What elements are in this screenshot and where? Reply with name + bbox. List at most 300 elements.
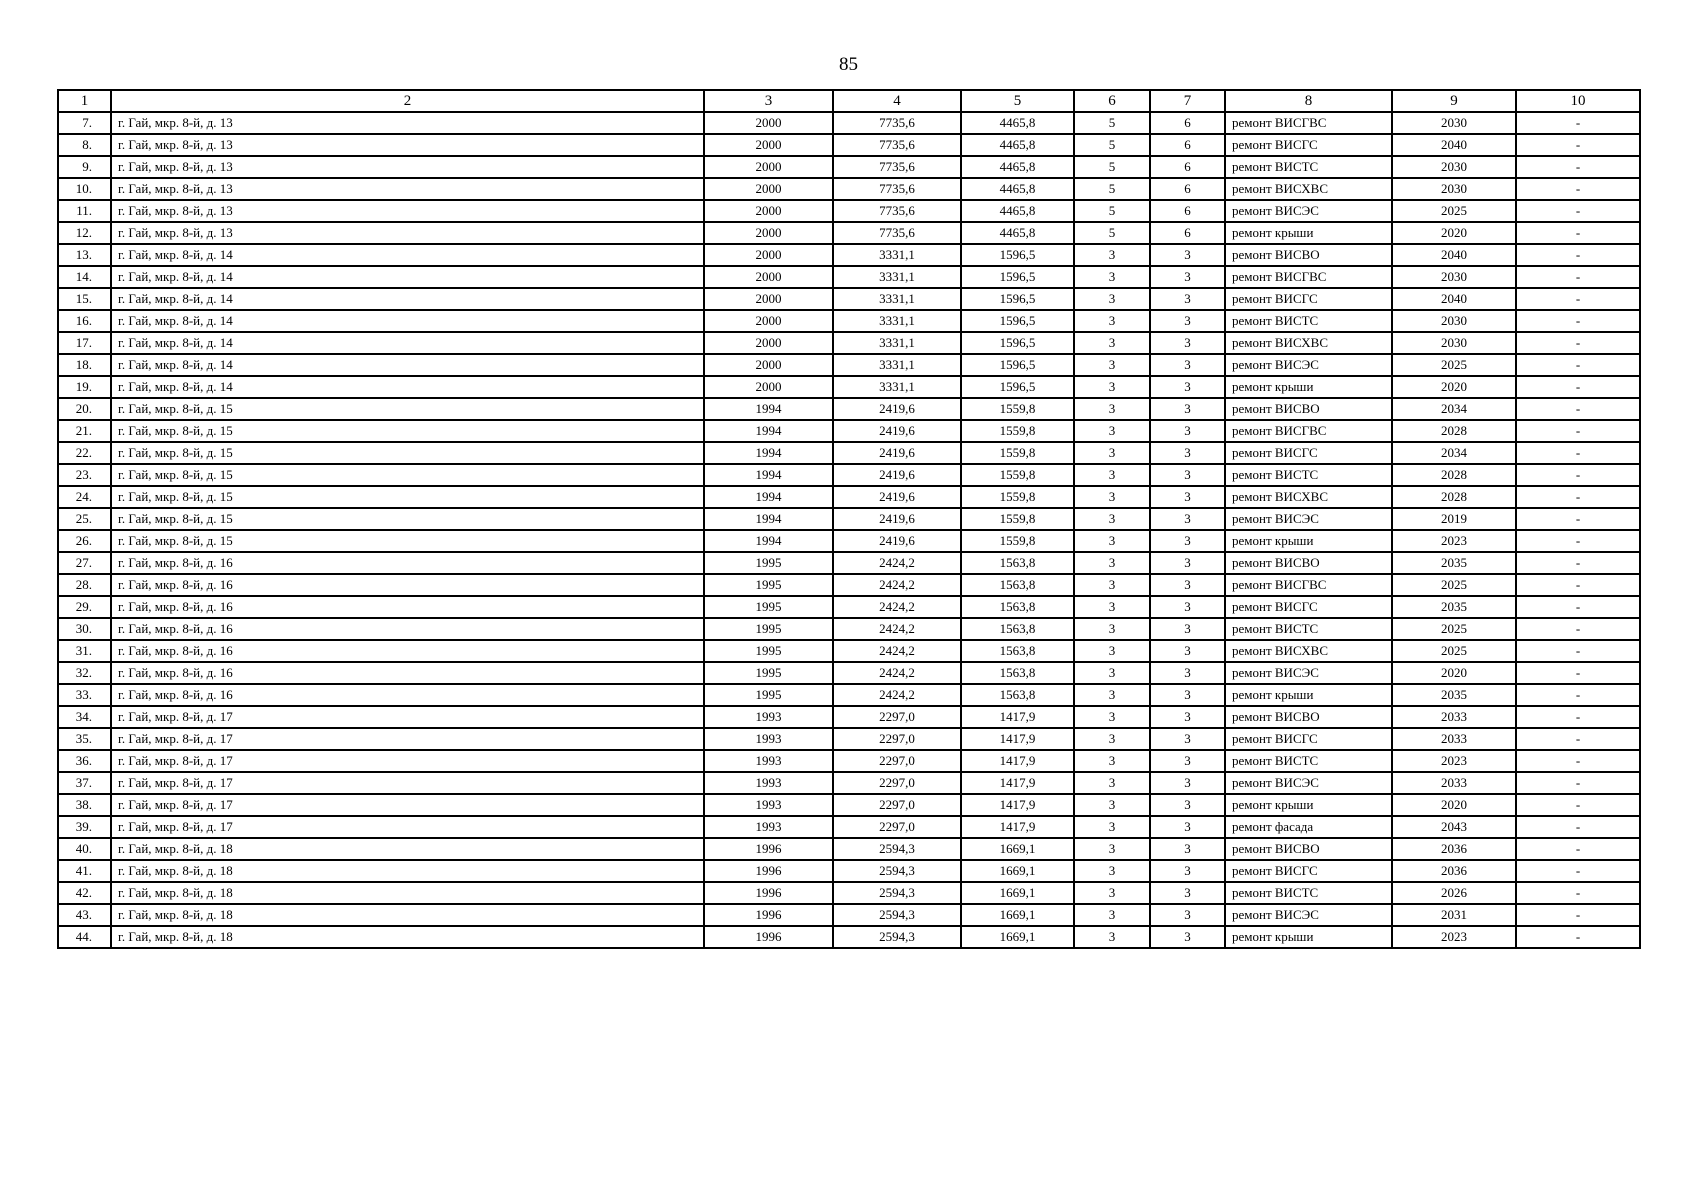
living-area-cell: 1417,9 — [961, 706, 1074, 728]
table-row — [58, 882, 1640, 904]
work-type-cell: ремонт ВИСЭС — [1225, 508, 1392, 530]
table-row — [58, 926, 1640, 948]
table-row — [58, 530, 1640, 552]
entrances-cell: 3 — [1150, 332, 1225, 354]
entrances-cell: 3 — [1150, 288, 1225, 310]
total-area-cell: 7735,6 — [833, 134, 961, 156]
row-number: 28. — [58, 574, 111, 596]
living-area-cell: 1559,8 — [961, 398, 1074, 420]
living-area-cell: 4465,8 — [961, 178, 1074, 200]
year-cell: 1996 — [704, 860, 833, 882]
row-number: 14. — [58, 266, 111, 288]
living-area-cell: 1563,8 — [961, 640, 1074, 662]
entrances-cell: 3 — [1150, 904, 1225, 926]
planned-year-cell: 2035 — [1392, 684, 1516, 706]
floors-cell: 3 — [1074, 486, 1150, 508]
address-cell: г. Гай, мкр. 8-й, д. 14 — [111, 332, 704, 354]
planned-year-cell: 2025 — [1392, 574, 1516, 596]
floors-cell: 3 — [1074, 376, 1150, 398]
note-cell: - — [1516, 288, 1640, 310]
row-number: 39. — [58, 816, 111, 838]
note-cell: - — [1516, 376, 1640, 398]
table-row — [58, 266, 1640, 288]
table-row — [58, 552, 1640, 574]
total-area-cell: 2297,0 — [833, 706, 961, 728]
note-cell: - — [1516, 222, 1640, 244]
note-cell: - — [1516, 816, 1640, 838]
year-cell: 1994 — [704, 442, 833, 464]
address-cell: г. Гай, мкр. 8-й, д. 14 — [111, 288, 704, 310]
note-cell: - — [1516, 354, 1640, 376]
living-area-cell: 1669,1 — [961, 926, 1074, 948]
note-cell: - — [1516, 134, 1640, 156]
floors-cell: 3 — [1074, 552, 1150, 574]
address-cell: г. Гай, мкр. 8-й, д. 15 — [111, 464, 704, 486]
note-cell: - — [1516, 772, 1640, 794]
table-row — [58, 464, 1640, 486]
note-cell: - — [1516, 442, 1640, 464]
total-area-cell: 2419,6 — [833, 420, 961, 442]
work-type-cell: ремонт крыши — [1225, 794, 1392, 816]
planned-year-cell: 2030 — [1392, 178, 1516, 200]
living-area-cell: 1559,8 — [961, 420, 1074, 442]
row-number: 44. — [58, 926, 111, 948]
entrances-cell: 3 — [1150, 310, 1225, 332]
note-cell: - — [1516, 640, 1640, 662]
total-area-cell: 2424,2 — [833, 596, 961, 618]
row-number: 36. — [58, 750, 111, 772]
address-cell: г. Гай, мкр. 8-й, д. 13 — [111, 200, 704, 222]
table-body — [58, 112, 1640, 948]
living-area-cell: 4465,8 — [961, 156, 1074, 178]
year-cell: 1995 — [704, 552, 833, 574]
planned-year-cell: 2023 — [1392, 750, 1516, 772]
work-type-cell: ремонт ВИСВО — [1225, 398, 1392, 420]
work-type-cell: ремонт ВИСХВС — [1225, 332, 1392, 354]
entrances-cell: 3 — [1150, 354, 1225, 376]
total-area-cell: 2594,3 — [833, 838, 961, 860]
floors-cell: 3 — [1074, 574, 1150, 596]
living-area-cell: 1417,9 — [961, 728, 1074, 750]
living-area-cell: 4465,8 — [961, 112, 1074, 134]
total-area-cell: 7735,6 — [833, 200, 961, 222]
row-number: 7. — [58, 112, 111, 134]
work-type-cell: ремонт ВИСХВС — [1225, 486, 1392, 508]
floors-cell: 3 — [1074, 838, 1150, 860]
address-cell: г. Гай, мкр. 8-й, д. 18 — [111, 860, 704, 882]
planned-year-cell: 2028 — [1392, 486, 1516, 508]
living-area-cell: 1596,5 — [961, 354, 1074, 376]
table-row — [58, 838, 1640, 860]
column-header: 8 — [1225, 90, 1392, 112]
total-area-cell: 3331,1 — [833, 354, 961, 376]
floors-cell: 3 — [1074, 266, 1150, 288]
planned-year-cell: 2028 — [1392, 464, 1516, 486]
total-area-cell: 2594,3 — [833, 882, 961, 904]
total-area-cell: 2424,2 — [833, 640, 961, 662]
table-row — [58, 354, 1640, 376]
row-number: 9. — [58, 156, 111, 178]
row-number: 12. — [58, 222, 111, 244]
planned-year-cell: 2025 — [1392, 640, 1516, 662]
table-row — [58, 684, 1640, 706]
entrances-cell: 3 — [1150, 266, 1225, 288]
living-area-cell: 1559,8 — [961, 442, 1074, 464]
table-row — [58, 222, 1640, 244]
floors-cell: 3 — [1074, 662, 1150, 684]
table-row — [58, 134, 1640, 156]
entrances-cell: 3 — [1150, 926, 1225, 948]
row-number: 20. — [58, 398, 111, 420]
year-cell: 1993 — [704, 706, 833, 728]
row-number: 18. — [58, 354, 111, 376]
column-header: 5 — [961, 90, 1074, 112]
row-number: 37. — [58, 772, 111, 794]
row-number: 35. — [58, 728, 111, 750]
total-area-cell: 2297,0 — [833, 816, 961, 838]
table-row — [58, 706, 1640, 728]
floors-cell: 3 — [1074, 860, 1150, 882]
table-row — [58, 376, 1640, 398]
floors-cell: 5 — [1074, 112, 1150, 134]
floors-cell: 3 — [1074, 750, 1150, 772]
work-type-cell: ремонт ВИСТС — [1225, 310, 1392, 332]
living-area-cell: 1559,8 — [961, 464, 1074, 486]
floors-cell: 3 — [1074, 288, 1150, 310]
total-area-cell: 2419,6 — [833, 442, 961, 464]
address-cell: г. Гай, мкр. 8-й, д. 18 — [111, 882, 704, 904]
year-cell: 2000 — [704, 200, 833, 222]
row-number: 33. — [58, 684, 111, 706]
work-type-cell: ремонт крыши — [1225, 926, 1392, 948]
planned-year-cell: 2019 — [1392, 508, 1516, 530]
table-row — [58, 596, 1640, 618]
total-area-cell: 2297,0 — [833, 750, 961, 772]
total-area-cell: 3331,1 — [833, 376, 961, 398]
note-cell: - — [1516, 860, 1640, 882]
floors-cell: 3 — [1074, 530, 1150, 552]
total-area-cell: 7735,6 — [833, 178, 961, 200]
address-cell: г. Гай, мкр. 8-й, д. 17 — [111, 794, 704, 816]
year-cell: 1995 — [704, 662, 833, 684]
note-cell: - — [1516, 332, 1640, 354]
year-cell: 2000 — [704, 354, 833, 376]
work-type-cell: ремонт ВИСХВС — [1225, 640, 1392, 662]
row-number: 21. — [58, 420, 111, 442]
planned-year-cell: 2023 — [1392, 530, 1516, 552]
total-area-cell: 2419,6 — [833, 398, 961, 420]
total-area-cell: 7735,6 — [833, 112, 961, 134]
floors-cell: 3 — [1074, 464, 1150, 486]
floors-cell: 5 — [1074, 222, 1150, 244]
floors-cell: 3 — [1074, 310, 1150, 332]
row-number: 42. — [58, 882, 111, 904]
floors-cell: 3 — [1074, 882, 1150, 904]
living-area-cell: 1563,8 — [961, 596, 1074, 618]
planned-year-cell: 2025 — [1392, 200, 1516, 222]
note-cell: - — [1516, 552, 1640, 574]
living-area-cell: 1596,5 — [961, 288, 1074, 310]
note-cell: - — [1516, 530, 1640, 552]
living-area-cell: 4465,8 — [961, 200, 1074, 222]
work-type-cell: ремонт ВИСВО — [1225, 838, 1392, 860]
row-number: 26. — [58, 530, 111, 552]
work-type-cell: ремонт ВИСЭС — [1225, 354, 1392, 376]
address-cell: г. Гай, мкр. 8-й, д. 16 — [111, 574, 704, 596]
year-cell: 1996 — [704, 904, 833, 926]
living-area-cell: 1563,8 — [961, 618, 1074, 640]
address-cell: г. Гай, мкр. 8-й, д. 15 — [111, 486, 704, 508]
note-cell: - — [1516, 596, 1640, 618]
planned-year-cell: 2028 — [1392, 420, 1516, 442]
note-cell: - — [1516, 398, 1640, 420]
address-cell: г. Гай, мкр. 8-й, д. 13 — [111, 112, 704, 134]
work-type-cell: ремонт ВИСГС — [1225, 134, 1392, 156]
address-cell: г. Гай, мкр. 8-й, д. 15 — [111, 420, 704, 442]
table-row — [58, 794, 1640, 816]
row-number: 30. — [58, 618, 111, 640]
year-cell: 1993 — [704, 750, 833, 772]
total-area-cell: 7735,6 — [833, 222, 961, 244]
entrances-cell: 3 — [1150, 706, 1225, 728]
living-area-cell: 1669,1 — [961, 882, 1074, 904]
table-row — [58, 244, 1640, 266]
table-row — [58, 662, 1640, 684]
note-cell: - — [1516, 662, 1640, 684]
year-cell: 1994 — [704, 486, 833, 508]
living-area-cell: 1563,8 — [961, 574, 1074, 596]
table-row — [58, 310, 1640, 332]
year-cell: 1993 — [704, 728, 833, 750]
floors-cell: 3 — [1074, 332, 1150, 354]
address-cell: г. Гай, мкр. 8-й, д. 17 — [111, 772, 704, 794]
planned-year-cell: 2034 — [1392, 442, 1516, 464]
planned-year-cell: 2030 — [1392, 310, 1516, 332]
living-area-cell: 1563,8 — [961, 662, 1074, 684]
work-type-cell: ремонт крыши — [1225, 530, 1392, 552]
floors-cell: 3 — [1074, 816, 1150, 838]
table-row — [58, 398, 1640, 420]
planned-year-cell: 2033 — [1392, 772, 1516, 794]
address-cell: г. Гай, мкр. 8-й, д. 14 — [111, 354, 704, 376]
entrances-cell: 3 — [1150, 398, 1225, 420]
work-type-cell: ремонт ВИСГС — [1225, 596, 1392, 618]
work-type-cell: ремонт ВИСТС — [1225, 618, 1392, 640]
work-type-cell: ремонт ВИСГВС — [1225, 266, 1392, 288]
living-area-cell: 1596,5 — [961, 332, 1074, 354]
floors-cell: 3 — [1074, 640, 1150, 662]
note-cell: - — [1516, 882, 1640, 904]
total-area-cell: 2594,3 — [833, 904, 961, 926]
table-row — [58, 178, 1640, 200]
living-area-cell: 1559,8 — [961, 508, 1074, 530]
year-cell: 1993 — [704, 816, 833, 838]
work-type-cell: ремонт ВИСЭС — [1225, 772, 1392, 794]
year-cell: 1996 — [704, 926, 833, 948]
entrances-cell: 3 — [1150, 486, 1225, 508]
address-cell: г. Гай, мкр. 8-й, д. 17 — [111, 728, 704, 750]
year-cell: 2000 — [704, 288, 833, 310]
row-number: 13. — [58, 244, 111, 266]
table-row — [58, 772, 1640, 794]
table-row — [58, 112, 1640, 134]
note-cell: - — [1516, 794, 1640, 816]
note-cell: - — [1516, 464, 1640, 486]
living-area-cell: 1669,1 — [961, 860, 1074, 882]
table-header-row — [58, 90, 1640, 112]
living-area-cell: 1417,9 — [961, 750, 1074, 772]
total-area-cell: 3331,1 — [833, 332, 961, 354]
planned-year-cell: 2040 — [1392, 288, 1516, 310]
note-cell: - — [1516, 904, 1640, 926]
floors-cell: 5 — [1074, 156, 1150, 178]
row-number: 40. — [58, 838, 111, 860]
floors-cell: 3 — [1074, 904, 1150, 926]
address-cell: г. Гай, мкр. 8-й, д. 18 — [111, 904, 704, 926]
living-area-cell: 4465,8 — [961, 134, 1074, 156]
floors-cell: 5 — [1074, 178, 1150, 200]
planned-year-cell: 2033 — [1392, 728, 1516, 750]
planned-year-cell: 2020 — [1392, 222, 1516, 244]
row-number: 10. — [58, 178, 111, 200]
work-type-cell: ремонт ВИСЭС — [1225, 662, 1392, 684]
living-area-cell: 4465,8 — [961, 222, 1074, 244]
address-cell: г. Гай, мкр. 8-й, д. 17 — [111, 706, 704, 728]
entrances-cell: 6 — [1150, 222, 1225, 244]
entrances-cell: 3 — [1150, 838, 1225, 860]
note-cell: - — [1516, 420, 1640, 442]
note-cell: - — [1516, 684, 1640, 706]
table-row — [58, 508, 1640, 530]
total-area-cell: 2419,6 — [833, 508, 961, 530]
address-cell: г. Гай, мкр. 8-й, д. 15 — [111, 398, 704, 420]
total-area-cell: 2424,2 — [833, 552, 961, 574]
floors-cell: 3 — [1074, 684, 1150, 706]
column-header: 6 — [1074, 90, 1150, 112]
living-area-cell: 1596,5 — [961, 244, 1074, 266]
year-cell: 2000 — [704, 332, 833, 354]
page-number: 85 — [839, 54, 858, 75]
entrances-cell: 3 — [1150, 882, 1225, 904]
address-cell: г. Гай, мкр. 8-й, д. 14 — [111, 266, 704, 288]
note-cell: - — [1516, 244, 1640, 266]
work-type-cell: ремонт крыши — [1225, 684, 1392, 706]
work-type-cell: ремонт ВИСГС — [1225, 728, 1392, 750]
planned-year-cell: 2033 — [1392, 706, 1516, 728]
year-cell: 1995 — [704, 596, 833, 618]
work-type-cell: ремонт ВИСТС — [1225, 882, 1392, 904]
row-number: 15. — [58, 288, 111, 310]
total-area-cell: 3331,1 — [833, 266, 961, 288]
total-area-cell: 3331,1 — [833, 310, 961, 332]
note-cell: - — [1516, 926, 1640, 948]
work-type-cell: ремонт крыши — [1225, 222, 1392, 244]
work-type-cell: ремонт ВИСГВС — [1225, 574, 1392, 596]
table-row — [58, 816, 1640, 838]
address-cell: г. Гай, мкр. 8-й, д. 16 — [111, 662, 704, 684]
note-cell: - — [1516, 838, 1640, 860]
work-type-cell: ремонт ВИСГС — [1225, 288, 1392, 310]
row-number: 27. — [58, 552, 111, 574]
address-cell: г. Гай, мкр. 8-й, д. 14 — [111, 376, 704, 398]
year-cell: 1994 — [704, 420, 833, 442]
entrances-cell: 3 — [1150, 794, 1225, 816]
total-area-cell: 3331,1 — [833, 288, 961, 310]
entrances-cell: 3 — [1150, 244, 1225, 266]
total-area-cell: 2419,6 — [833, 464, 961, 486]
row-number: 16. — [58, 310, 111, 332]
total-area-cell: 2297,0 — [833, 772, 961, 794]
total-area-cell: 2419,6 — [833, 486, 961, 508]
work-type-cell: ремонт ВИСГС — [1225, 860, 1392, 882]
total-area-cell: 2297,0 — [833, 794, 961, 816]
entrances-cell: 3 — [1150, 860, 1225, 882]
work-type-cell: ремонт ВИСВО — [1225, 552, 1392, 574]
row-number: 23. — [58, 464, 111, 486]
living-area-cell: 1596,5 — [961, 266, 1074, 288]
planned-year-cell: 2040 — [1392, 134, 1516, 156]
address-cell: г. Гай, мкр. 8-й, д. 18 — [111, 926, 704, 948]
row-number: 19. — [58, 376, 111, 398]
floors-cell: 3 — [1074, 618, 1150, 640]
table-row — [58, 156, 1640, 178]
work-type-cell: ремонт ВИСЭС — [1225, 904, 1392, 926]
entrances-cell: 3 — [1150, 464, 1225, 486]
address-cell: г. Гай, мкр. 8-й, д. 13 — [111, 222, 704, 244]
living-area-cell: 1596,5 — [961, 310, 1074, 332]
column-header: 9 — [1392, 90, 1516, 112]
column-header: 10 — [1516, 90, 1640, 112]
table-row — [58, 420, 1640, 442]
entrances-cell: 3 — [1150, 640, 1225, 662]
planned-year-cell: 2034 — [1392, 398, 1516, 420]
floors-cell: 3 — [1074, 728, 1150, 750]
note-cell: - — [1516, 706, 1640, 728]
planned-year-cell: 2043 — [1392, 816, 1516, 838]
total-area-cell: 2594,3 — [833, 926, 961, 948]
year-cell: 1995 — [704, 684, 833, 706]
row-number: 25. — [58, 508, 111, 530]
address-cell: г. Гай, мкр. 8-й, д. 16 — [111, 596, 704, 618]
year-cell: 1995 — [704, 618, 833, 640]
floors-cell: 3 — [1074, 442, 1150, 464]
total-area-cell: 2424,2 — [833, 618, 961, 640]
living-area-cell: 1669,1 — [961, 904, 1074, 926]
repair-schedule-table — [57, 89, 1641, 949]
table-row — [58, 288, 1640, 310]
address-cell: г. Гай, мкр. 8-й, д. 17 — [111, 816, 704, 838]
address-cell: г. Гай, мкр. 8-й, д. 13 — [111, 156, 704, 178]
entrances-cell: 3 — [1150, 662, 1225, 684]
address-cell: г. Гай, мкр. 8-й, д. 15 — [111, 508, 704, 530]
total-area-cell: 3331,1 — [833, 244, 961, 266]
entrances-cell: 3 — [1150, 728, 1225, 750]
year-cell: 2000 — [704, 156, 833, 178]
living-area-cell: 1669,1 — [961, 838, 1074, 860]
planned-year-cell: 2035 — [1392, 596, 1516, 618]
row-number: 29. — [58, 596, 111, 618]
total-area-cell: 2424,2 — [833, 662, 961, 684]
total-area-cell: 2424,2 — [833, 684, 961, 706]
planned-year-cell: 2036 — [1392, 838, 1516, 860]
planned-year-cell: 2030 — [1392, 112, 1516, 134]
work-type-cell: ремонт ВИСВО — [1225, 706, 1392, 728]
floors-cell: 3 — [1074, 926, 1150, 948]
year-cell: 1993 — [704, 772, 833, 794]
table-row — [58, 750, 1640, 772]
work-type-cell: ремонт крыши — [1225, 376, 1392, 398]
entrances-cell: 3 — [1150, 552, 1225, 574]
